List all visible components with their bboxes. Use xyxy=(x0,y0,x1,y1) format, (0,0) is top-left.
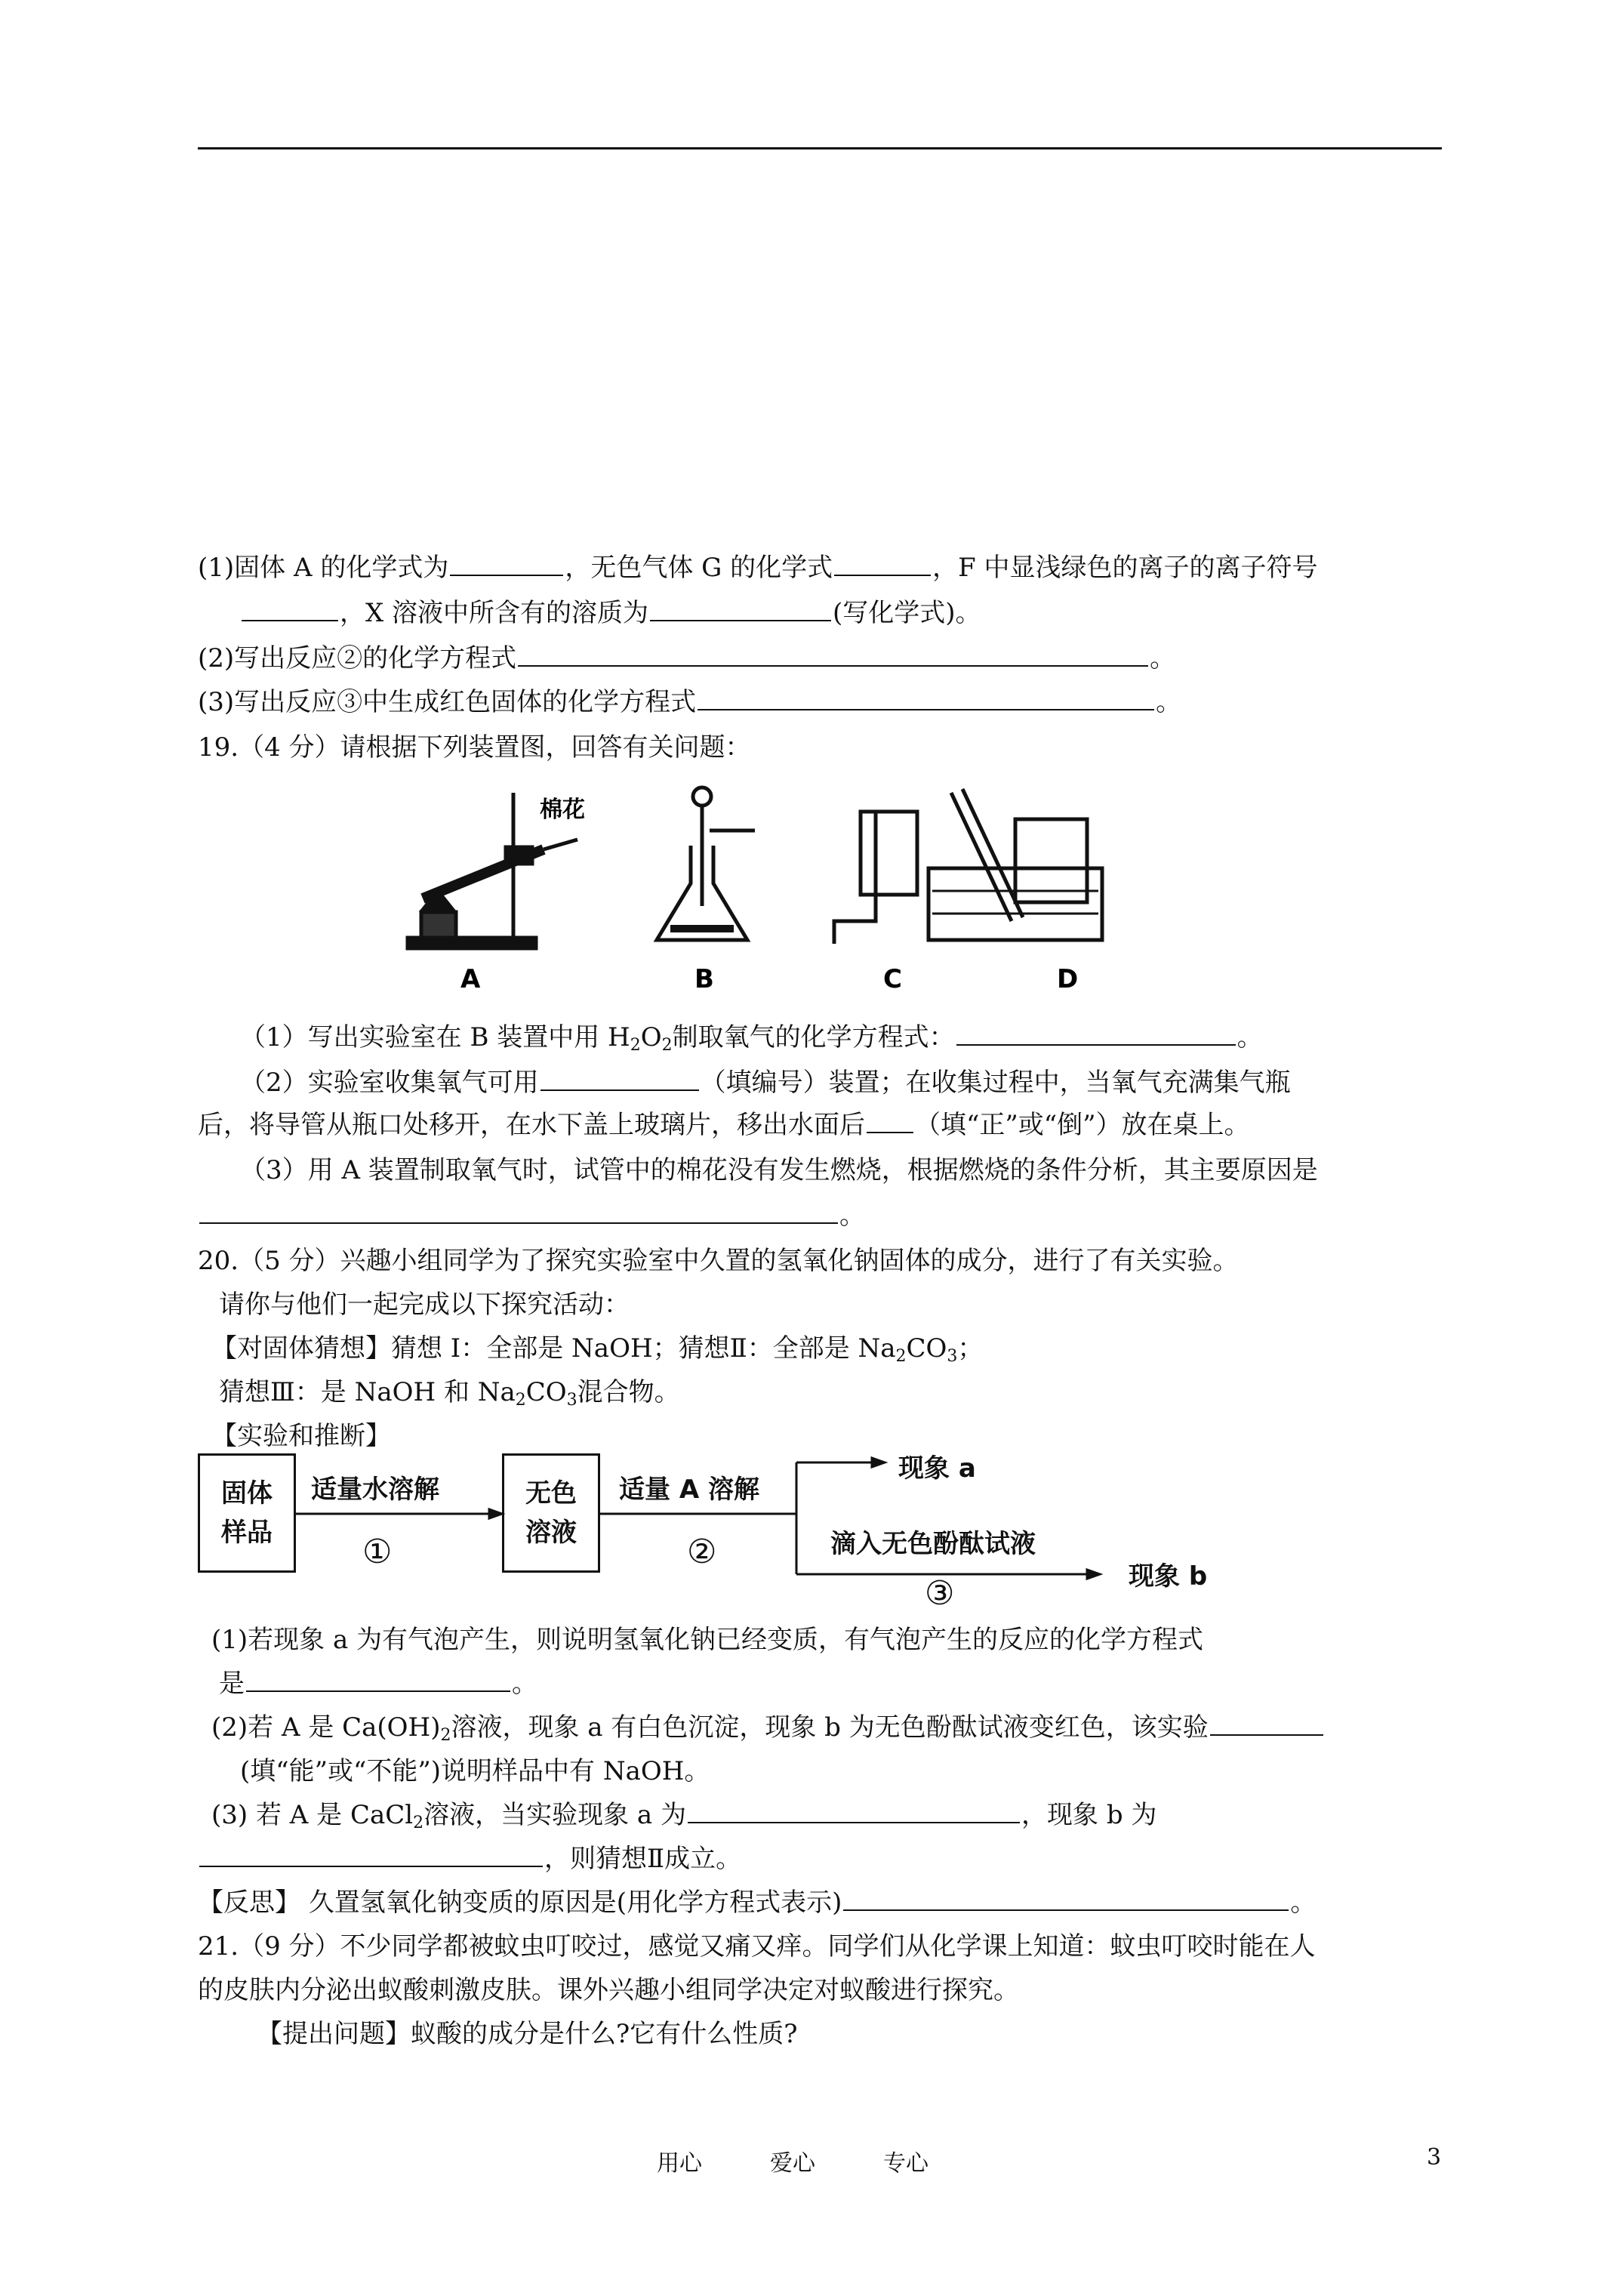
q20-text: ，则猜想Ⅱ成立。 xyxy=(544,1844,742,1874)
subscript: 2 xyxy=(440,1726,451,1745)
q20-title: 20.（5 分）兴趣小组同学为了探究实验室中久置的氢氧化钠固体的成分，进行了有关实验。 xyxy=(198,1246,1239,1276)
q19-text: （1）写出实验室在 B 装置中用 H xyxy=(240,1022,630,1052)
q19-text: O xyxy=(640,1022,662,1052)
q20-p2c: (填“能”或“不能”)说明样品中有 NaOH。 xyxy=(240,1756,710,1786)
q20-text: 溶液，现象 a 有白色沉淀，现象 b 为无色酚酞试液变红色，该实验 xyxy=(451,1712,1209,1743)
q19-text: 后，将导管从瓶口处移开，在水下盖上玻璃片，移出水面后 xyxy=(198,1110,865,1140)
clamp xyxy=(506,847,532,864)
box-solid-sample xyxy=(198,1453,296,1573)
q21-line3: 【提出问题】蚁酸的成分是什么?它有什么性质? xyxy=(257,2019,798,2049)
q18-text: ，无色气体 G 的化学式 xyxy=(565,553,833,583)
q21-line1: 21.（9 分）不少同学都被蚊虫叮咬过，感觉又痛又痒。同学们从化学课上知道：蚊虫叮咬时能在人 xyxy=(198,1931,1316,1962)
answer-blank[interactable] xyxy=(956,1022,1236,1046)
q19-line3 xyxy=(198,1108,1250,1142)
q19-line1 xyxy=(240,1021,1263,1062)
footer-motto-3: 专心 xyxy=(883,2150,929,2177)
step3-marker: ③ xyxy=(925,1574,955,1613)
answer-blank[interactable] xyxy=(698,686,1154,710)
gas-bottle xyxy=(861,812,917,895)
q20-p3 xyxy=(211,1798,1156,1840)
q18-text: (1)固体 A 的化学式为 xyxy=(198,553,449,583)
funnel-bulb xyxy=(693,787,711,806)
q20-text: 【对固体猜想】猜想 I：全部是 NaOH；猜想Ⅱ：全部是 Na xyxy=(211,1333,896,1364)
alcohol-lamp xyxy=(421,912,456,938)
step2-marker: ② xyxy=(687,1533,717,1571)
q20-p3d xyxy=(198,1842,741,1875)
apparatus-label-a: A xyxy=(460,964,481,994)
answer-blank[interactable] xyxy=(518,643,1148,667)
cotton-label: 棉花 xyxy=(540,797,585,823)
subscript: 2 xyxy=(630,1036,641,1055)
q18-line2 xyxy=(240,596,981,630)
answer-blank[interactable] xyxy=(199,1200,838,1224)
q19-text: （2）实验室收集氧气可用 xyxy=(240,1068,539,1098)
q19-text: （填“正”或“倒”）放在桌上。 xyxy=(915,1110,1250,1140)
q19-title: 19.（4 分）请根据下列装置图，回答有关问题： xyxy=(198,732,751,763)
q20-text: ，现象 b 为 xyxy=(1021,1800,1157,1830)
q20-text: 是 xyxy=(219,1669,245,1699)
q20-text: (2)若 A 是 Ca(OH) xyxy=(211,1712,441,1743)
q18-text: 。 xyxy=(1150,643,1176,673)
step1-marker: ① xyxy=(362,1533,393,1571)
box-text: 固体 xyxy=(221,1478,273,1509)
q20-p1b xyxy=(219,1667,537,1700)
q20-text: CO xyxy=(906,1333,947,1364)
arrow1-label: 适量水溶解 xyxy=(311,1475,439,1505)
phenomenon-b: 现象 b xyxy=(1129,1561,1208,1592)
answer-blank[interactable] xyxy=(1210,1712,1323,1736)
subscript: 2 xyxy=(895,1347,907,1366)
q20-exp-head: 【实验和推断】 xyxy=(211,1421,391,1451)
box-text: 无色 xyxy=(525,1478,577,1509)
q20-text: 猜想Ⅲ：是 NaOH 和 Na xyxy=(219,1377,516,1407)
q19-line5 xyxy=(198,1199,865,1232)
box-text: 溶液 xyxy=(525,1518,577,1548)
q19-text: 。 xyxy=(1236,1022,1263,1052)
c-tube xyxy=(834,812,876,944)
q20-guess2 xyxy=(219,1376,680,1417)
q18-text: (3)写出反应③中生成红色固体的化学方程式 xyxy=(198,687,697,717)
delivery-tube xyxy=(544,840,577,849)
arrow3-label: 滴入无色酚酞试液 xyxy=(830,1529,1036,1559)
q19-text: 。 xyxy=(839,1200,865,1231)
q20-text: 溶液，当实验现象 a 为 xyxy=(423,1800,687,1830)
q18-text: (写化学式)。 xyxy=(833,598,981,628)
q21-line2: 的皮肤内分泌出蚁酸刺激皮肤。课外兴趣小组同学决定对蚁酸进行探究。 xyxy=(198,1975,1019,2005)
q20-guess1 xyxy=(211,1332,983,1373)
answer-blank[interactable] xyxy=(843,1887,1289,1911)
apparatus-label-c: C xyxy=(883,964,902,994)
q20-text: 。 xyxy=(1290,1888,1317,1918)
apparatus-label-d: D xyxy=(1057,964,1079,994)
answer-blank[interactable] xyxy=(540,1067,699,1091)
answer-blank[interactable] xyxy=(246,1668,510,1692)
q18-line3 xyxy=(198,642,1175,675)
arrow2-label: 适量 A 溶解 xyxy=(619,1475,759,1505)
q20-text: (3) 若 A 是 CaCl xyxy=(211,1800,414,1830)
subscript: 3 xyxy=(947,1347,958,1366)
q20-text: 【反思】 久置氢氧化钠变质的原因是(用化学方程式表示) xyxy=(198,1888,842,1918)
d-tube xyxy=(951,789,1023,921)
q20-text: 混合物。 xyxy=(577,1377,680,1407)
q20-intro: 请你与他们一起完成以下探究活动： xyxy=(219,1290,630,1320)
apparatus-figure xyxy=(393,778,1223,1004)
q19-line2 xyxy=(240,1066,1291,1099)
answer-blank[interactable] xyxy=(834,552,931,576)
footer-motto-1: 用心 xyxy=(657,2150,702,2177)
subscript: 2 xyxy=(661,1036,673,1055)
q20-p2 xyxy=(211,1711,1325,1752)
q19-text: （填编号）装置；在收集过程中，当氧气充满集气瓶 xyxy=(700,1068,1291,1098)
q18-line1 xyxy=(198,551,1318,584)
box-text: 样品 xyxy=(221,1518,273,1548)
answer-blank[interactable] xyxy=(450,552,563,576)
q18-text: ，F 中显浅绿色的离子的离子符号 xyxy=(932,553,1318,583)
q18-text: ，X 溶液中所含有的溶质为 xyxy=(340,598,649,628)
subscript: 2 xyxy=(413,1814,424,1832)
answer-blank[interactable] xyxy=(199,1843,543,1867)
subscript: 2 xyxy=(515,1391,526,1410)
q19-line4: （3）用 A 装置制取氧气时，试管中的棉花没有发生燃烧，根据燃烧的条件分析，其主要原因是 xyxy=(240,1155,1318,1185)
q20-text: 。 xyxy=(512,1669,537,1699)
q18-line4 xyxy=(198,686,1181,719)
header-rule xyxy=(198,147,1442,149)
answer-blank[interactable] xyxy=(242,597,338,621)
subscript: 3 xyxy=(566,1391,577,1410)
q20-p1: (1)若现象 a 为有气泡产生，则说明氢氧化钠已经变质，有气泡产生的反应的化学方程式 xyxy=(211,1625,1204,1655)
q20-text: CO xyxy=(525,1377,567,1407)
phenomenon-a: 现象 a xyxy=(898,1453,976,1484)
page-number: 3 xyxy=(1427,2144,1442,2171)
answer-blank[interactable] xyxy=(867,1109,913,1133)
answer-blank[interactable] xyxy=(650,597,831,621)
answer-blank[interactable] xyxy=(688,1799,1020,1823)
q18-text: 。 xyxy=(1156,687,1182,717)
q20-reflect xyxy=(198,1886,1316,1919)
q19-text: 制取氧气的化学方程式： xyxy=(672,1022,955,1052)
q20-text: ； xyxy=(957,1333,984,1364)
apparatus-label-b: B xyxy=(694,964,714,994)
footer-motto-2: 爱心 xyxy=(770,2150,815,2177)
q18-text: (2)写出反应②的化学方程式 xyxy=(198,643,517,673)
